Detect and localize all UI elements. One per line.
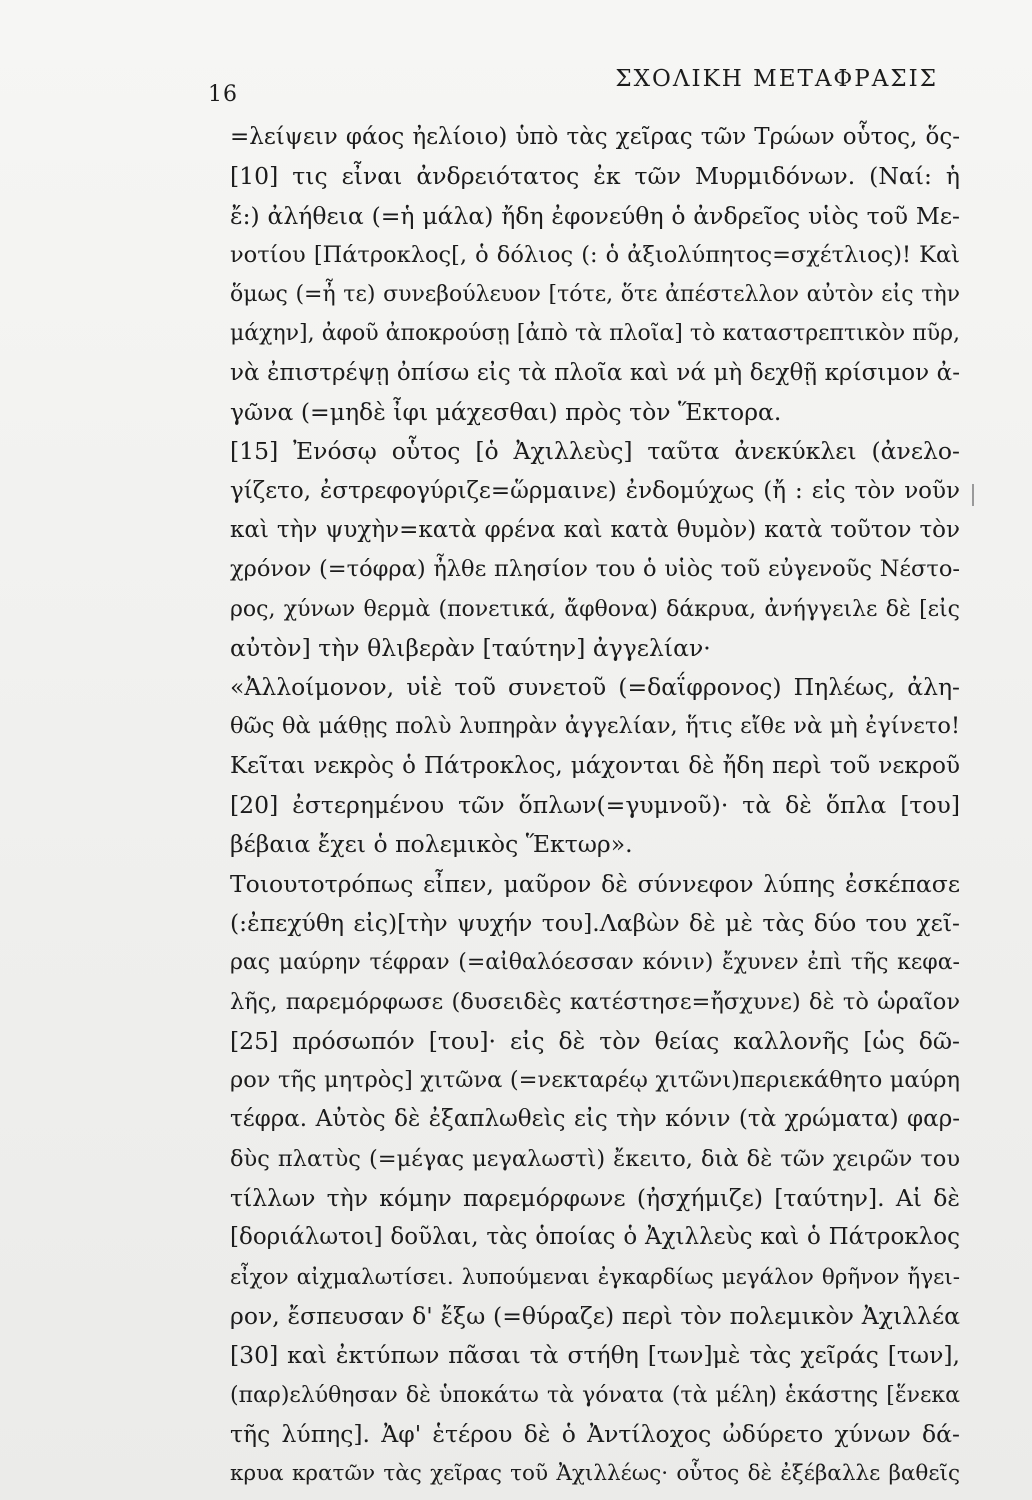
text-line: ρον, ἔσπευσαν δ' ἔξω (=θύραζε) περὶ τὸν πολεμικὸν Ἀχιλλέα: [230, 1301, 960, 1330]
text-line: [15] Ἐνόσῳ οὗτος [ὁ Ἀχιλλεὺς] ταῦτα ἀνεκύκλει (ἀνελο-: [230, 437, 960, 466]
text-line: [δοριάλωτοι] δοῦλαι, τὰς ὁποίας ὁ Ἀχιλλεὺς καὶ ὁ Πάτροκλος: [230, 1224, 960, 1251]
text-line: μάχην], ἀφοῦ ἀποκρούσῃ [ἀπὸ τὰ πλοῖα] τὸ καταστρεπτικὸν πῦρ,: [230, 321, 960, 347]
text-line: (:ἐπεχύθη εἰς)[τὴν ψυχήν του].Λαβὼν δὲ μὲ τὰς δύο του χεῖ-: [230, 908, 960, 937]
page-header: [208, 58, 938, 107]
text-line: νοτίου [Πάτροκλος[, ὁ δόλιος (: ὁ ἀξιολύπητος=σχέτλιος)! Καὶ: [230, 241, 960, 268]
text-line: [25] πρόσωπόν [του]· εἰς δὲ τὸν θείας καλλονῆς [ὡς δῶ-: [230, 1026, 960, 1055]
page-number: 16: [208, 82, 238, 107]
text-line: ρον τῆς μητρὸς] χιτῶνα (=νεκταρέῳ χιτῶνι)περιεκάθητο μαύρη: [230, 1067, 960, 1094]
text-line: καὶ τὴν ψυχὴν=κατὰ φρένα καὶ κατὰ θυμὸν) κατὰ τοῦτον τὸν: [230, 516, 960, 543]
text-line: τῆς λύπης]. Ἀφ' ἑτέρου δὲ ὁ Ἀντίλοχος ὠδύρετο χύνων δά-: [230, 1419, 960, 1448]
text-line: γίζετο, ἐστρεφογύριζε=ὥρμαινε) ἐνδομύχως (ἤ : εἰς τὸν νοῦν: [230, 477, 960, 504]
text-line: [30] καὶ ἐκτύπων πᾶσαι τὰ στήθη [των]μὲ τὰς χεῖράς [των],: [230, 1341, 960, 1370]
text-line: τέφρα. Αὐτὸς δὲ ἐξαπλωθεὶς εἰς τὴν κόνιν (τὰ χρώματα) φαρ-: [230, 1106, 960, 1133]
text-line: νὰ ἐπιστρέψῃ ὀπίσω εἰς τὰ πλοῖα καὶ νά μὴ δεχθῇ κρίσιμον ἀ-: [230, 359, 960, 386]
text-line: αὐτὸν] τὴν θλιβερὰν [ταύτην] ἀγγελίαν·: [230, 633, 711, 662]
text-line: εἶχον αἰχμαλωτίσει. λυπούμεναι ἐγκαρδίως μεγάλον θρῆνον ἤγει-: [230, 1264, 960, 1290]
text-line: τίλλων τὴν κόμην παρεμόρφωνε (ἠσχήμιζε) [ταύτην]. Αἱ δὲ: [230, 1184, 960, 1213]
text-line: δὺς πλατὺς (=μέγας μεγαλωστὶ) ἔκειτο, διὰ δὲ τῶν χειρῶν του: [230, 1145, 960, 1172]
body-text: [230, 118, 960, 1493]
text-line: [10] τις εἶναι ἀνδρειότατος ἐκ τῶν Μυρμιδόνων. (Ναί: ἡ: [230, 162, 960, 191]
text-line: χρόνον (=τόφρα) ἦλθε πλησίον του ὁ υἱὸς τοῦ εὐγενοῦς Νέστο-: [230, 556, 960, 583]
text-line: κρυα κρατῶν τὰς χεῖρας τοῦ Ἀχιλλέως· οὗτος δὲ ἐξέβαλλε βαθεῖς: [230, 1461, 960, 1487]
text-line: θῶς θὰ μάθῃς πολὺ λυπηρὰν ἀγγελίαν, ἥτις εἴθε νὰ μὴ ἐγίνετο!: [230, 713, 960, 740]
text-line: Κεῖται νεκρὸς ὁ Πάτροκλος, μάχονται δὲ ἤδη περὶ τοῦ νεκροῦ: [230, 752, 960, 779]
text-line: βέβαια ἔχει ὁ πολεμικὸς Ἕκτωρ».: [230, 830, 633, 859]
margin-mark: [972, 484, 974, 506]
text-line: ἔ:) ἀλήθεια (=ἡ μάλα) ἤδη ἐφονεύθη ὁ ἀνδρεῖος υἱὸς τοῦ Με-: [230, 201, 960, 230]
text-line: (παρ)ελύθησαν δὲ ὑποκάτω τὰ γόνατα (τὰ μέλη) ἑκάστης [ἕνεκα: [230, 1382, 960, 1408]
text-line: λῆς, παρεμόρφωσε (δυσειδὲς κατέστησε=ἤσχυνε) δὲ τὸ ὡραῖον: [230, 988, 960, 1015]
text-line: [20] ἐστερημένου τῶν ὅπλων(=γυμνοῦ)· τὰ δὲ ὅπλα [του]: [230, 791, 960, 820]
text-line: «Ἀλλοίμονον, υἱὲ τοῦ συνετοῦ (=δαΐφρονος) Πηλέως, ἀλη-: [230, 673, 960, 702]
text-line: ρας μαύρην τέφραν (=αἰθαλόεσσαν κόνιν) ἔχυνεν ἐπὶ τῆς κεφα-: [230, 950, 960, 976]
text-line: ὅμως (=ἦ τε) συνεβούλευον [τότε, ὅτε ἀπέστελλον αὐτὸν εἰς τὴν: [230, 282, 960, 308]
text-line: ρος, χύνων θερμὰ (πονετικά, ἄφθονα) δάκρυα, ἀνήγγειλε δὲ [εἰς: [230, 596, 960, 622]
text-line: =λείψειν φάος ἠελίοιο) ὑπὸ τὰς χεῖρας τῶν Τρώων οὗτος, ὅς-: [230, 124, 960, 150]
running-title: ΣΧΟΛΙΚΗ ΜΕΤΑΦΡΑΣΙΣ: [615, 66, 938, 92]
text-line: γῶνα (=μηδὲ ἶφι μάχεσθαι) πρὸς τὸν Ἕκτορα.: [230, 398, 782, 427]
text-line: Τοιουτοτρόπως εἶπεν, μαῦρον δὲ σύννεφον λύπης ἐσκέπασε: [230, 869, 960, 898]
